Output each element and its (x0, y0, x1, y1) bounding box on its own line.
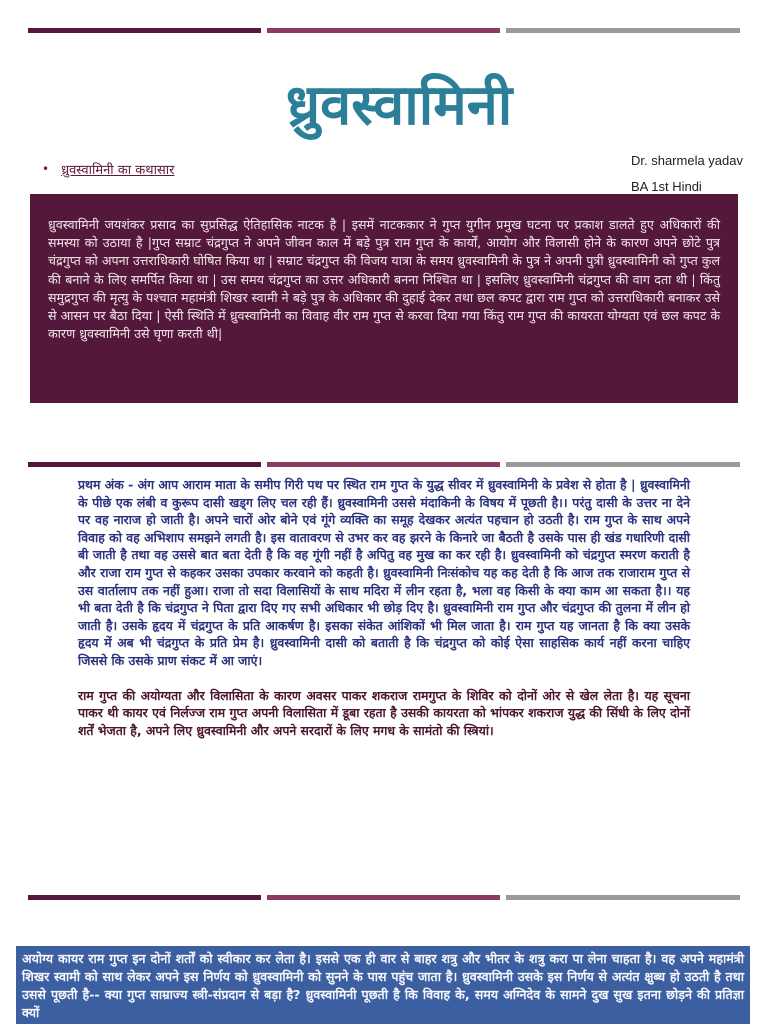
accent-bar-middle (267, 462, 500, 467)
page-title: ध्रुवस्वामिनी (285, 73, 513, 138)
act-one-text (78, 476, 690, 756)
paragraph-act-one: प्रथम अंक - अंग आप आराम माता के समीप गिरी पथ पर स्थित राम गुप्त के युद्ध सीवर में ध्रुवस्वामिनी के प्रवेश से होता है | ध्रुवस्वामिनी के पीछे एक लंबी व कुरूप दासी खड्ग लिए चल रही हैं। ध्रुवस्वामिनी उससे मंदाकिनी के विषय में पूछती है।। परंतु दासी के उत्तर ना देने पर वह नाराज हो जाती है। अपने चारों ओर बोने एवं गूंगे व्यक्ति का समूह देखकर अत्यंत पहचान हो उठती है। राम गुप्त के साथ अपने विवाह को वह अभिशाप समझने लगती है। इस वातावरण से उभर कर वह झरने के किनारे जा बैठती है उसके पास ही खंड गधारिणी दासी बी जाती है तथा वह उससे बात बता देती है कि वह गूंगी नहीं है अपितु वह मुख का कर रही है। ध्रुवस्वामिनी को चंद्रगुप्त स्मरण कराती है और राजा राम गुप्त से कहकर उसका उपकार करवाने को कहती है। ध्रुवस्वामिनी निःसंकोच यह कह देती है कि आज तक राजाराम गुप्त से उस वार्तालाप तक नहीं हुआ। राजा तो सदा विलासियों के साथ मदिरा में लीन रहता है, भला वह किसी के क्या काम आ सकता है।। यह भी बता देती है कि चंद्रगुप्त ने पिता द्वारा दिए गए सभी अधिकार भी छोड़ दिए है। ध्रुवस्वामिनी राम गुप्त और चंद्रगुप्त की तुलना में लीन हो जाती है। उसके हृदय में चंद्रगुप्त के प्रति आकर्षण है। इसका संकेत आंशिकों भी मिल जाता है। राम गुप्त यह जानता है कि क्या उसके हृदय में अब भी चंद्रगुप्त के प्रति प्रेम है। ध्रुवस्वामिनी दासी को बताती है कि चंद्रगुप्त को कोई ऐसा साहसिक कार्य नहीं करना चाहिए जिससे कि उसके प्राण संकट में आ जाएं। (78, 477, 690, 668)
slide-1 (0, 0, 768, 440)
author-info (631, 148, 743, 200)
slide-2 (0, 448, 768, 898)
accent-bar-middle (267, 895, 500, 900)
continuation-box (16, 946, 750, 1024)
continuation-text: अयोग्य कायर राम गुप्त इन दोनों शर्तों को स्वीकार कर लेता है। इससे एक ही वार से बाहर शत्रु और भीतर के शत्रु करा पा लेना चाहता है। वह अपने महामंत्री शिखर स्वामी को साथ लेकर अपने इस निर्णय को ध्रुवस्वामिनी को सुनने के पास पहुंच जाता है। ध्रुवस्वामिनी उसके इस निर्णय से अत्यंत क्षुब्ध हो उठती है तथा उससे पूछती है-- क्या गुप्त साम्राज्य स्त्री-संप्रदान से बड़ा है? ध्रुवस्वामिनी पूछती है कि विवाह के, समय अग्निदेव के सामने दुख सुख इतना छोड़ने की प्रतिज्ञा क्यों (22, 951, 744, 1020)
accent-bar-left (28, 462, 261, 467)
author-class: BA 1st Hindi (631, 179, 702, 194)
top-accent-bars (28, 28, 740, 33)
author-name: Dr. sharmela yadav (631, 153, 743, 168)
accent-bar-middle (267, 28, 500, 33)
top-accent-bars (28, 895, 740, 900)
bullet-link[interactable]: ध्रुवस्वामिनी का कथासार (61, 163, 175, 178)
summary-box (30, 194, 738, 403)
accent-bar-right (506, 895, 740, 900)
accent-bar-right (506, 462, 740, 467)
paragraph-shakraj: राम गुप्त की अयोग्यता और विलासिता के कारण अवसर पाकर शकराज रामगुप्त के शिविर को दोनों ओर से खेल लेता है। यह सूचना पाकर थी कायर एवं निर्लज्ज राम गुप्त अपनी विलासिता में डूबा रहता है उसकी कायरता को भांपकर शकराज युद्ध की सिंधी के लिए दोनों शर्तें भेजता है, अपने लिए ध्रुवस्वामिनी और अपने सरदारों के लिए मगध के सामंतो की स्त्रियां। (78, 687, 690, 738)
bullet-item (42, 160, 174, 178)
slide-3 (0, 890, 768, 1024)
accent-bar-right (506, 28, 740, 33)
summary-text: ध्रुवस्वामिनी जयशंकर प्रसाद का सुप्रसिद्ध ऐतिहासिक नाटक है | इसमें नाटककार ने गुप्त युगीन प्रमुख घटना पर प्रकाश डालते हुए अधिकारों की समस्या को उठाया है |गुप्त सम्राट चंद्रगुप्त ने अपने जीवन काल में बड़े पुत्र राम गुप्त के कार्यों, आयोग और विलासी होने के कारण अपने छोटे पुत्र चंद्रगुप्त को अपना उत्तराधिकारी घोषित किया था | सम्राट चंद्रगुप्त की विजय यात्रा के समय ध्रुवस्वामिनी के पुत्र ने अपनी पुत्री ध्रुवस्वामिनी को गुप्त कुल की बनाने के लिए समर्पित किया था | उस समय चंद्रगुप्त का उत्तर अधिकारी बनना निश्चित था | इसलिए ध्रुवस्वामिनी चंद्रगुप्त की वाग दता थी | किंतु समुद्रगुप्त की मृत्यु के पश्चात महामंत्री शिखर स्वामी ने बड़े पुत्र के अधिकार की दुहाई देकर तथा छल कपट द्वारा राम गुप्त को उत्तराधिकारी बनाकर उसे से आसन पर बैठा दिया | ऐसी स्थिति में ध्रुवस्वामिनी का विवाह वीर राम गुप्त से करवा दिया गया किंतु राम गुप्त की कायरता योग्यता एवं छल कपट के कारण ध्रुवस्वामिनी उसे घृणा करती थी| (48, 217, 720, 342)
accent-bar-left (28, 28, 261, 33)
bullet-dot-icon: • (42, 162, 50, 176)
accent-bar-left (28, 895, 261, 900)
top-accent-bars (28, 462, 740, 467)
